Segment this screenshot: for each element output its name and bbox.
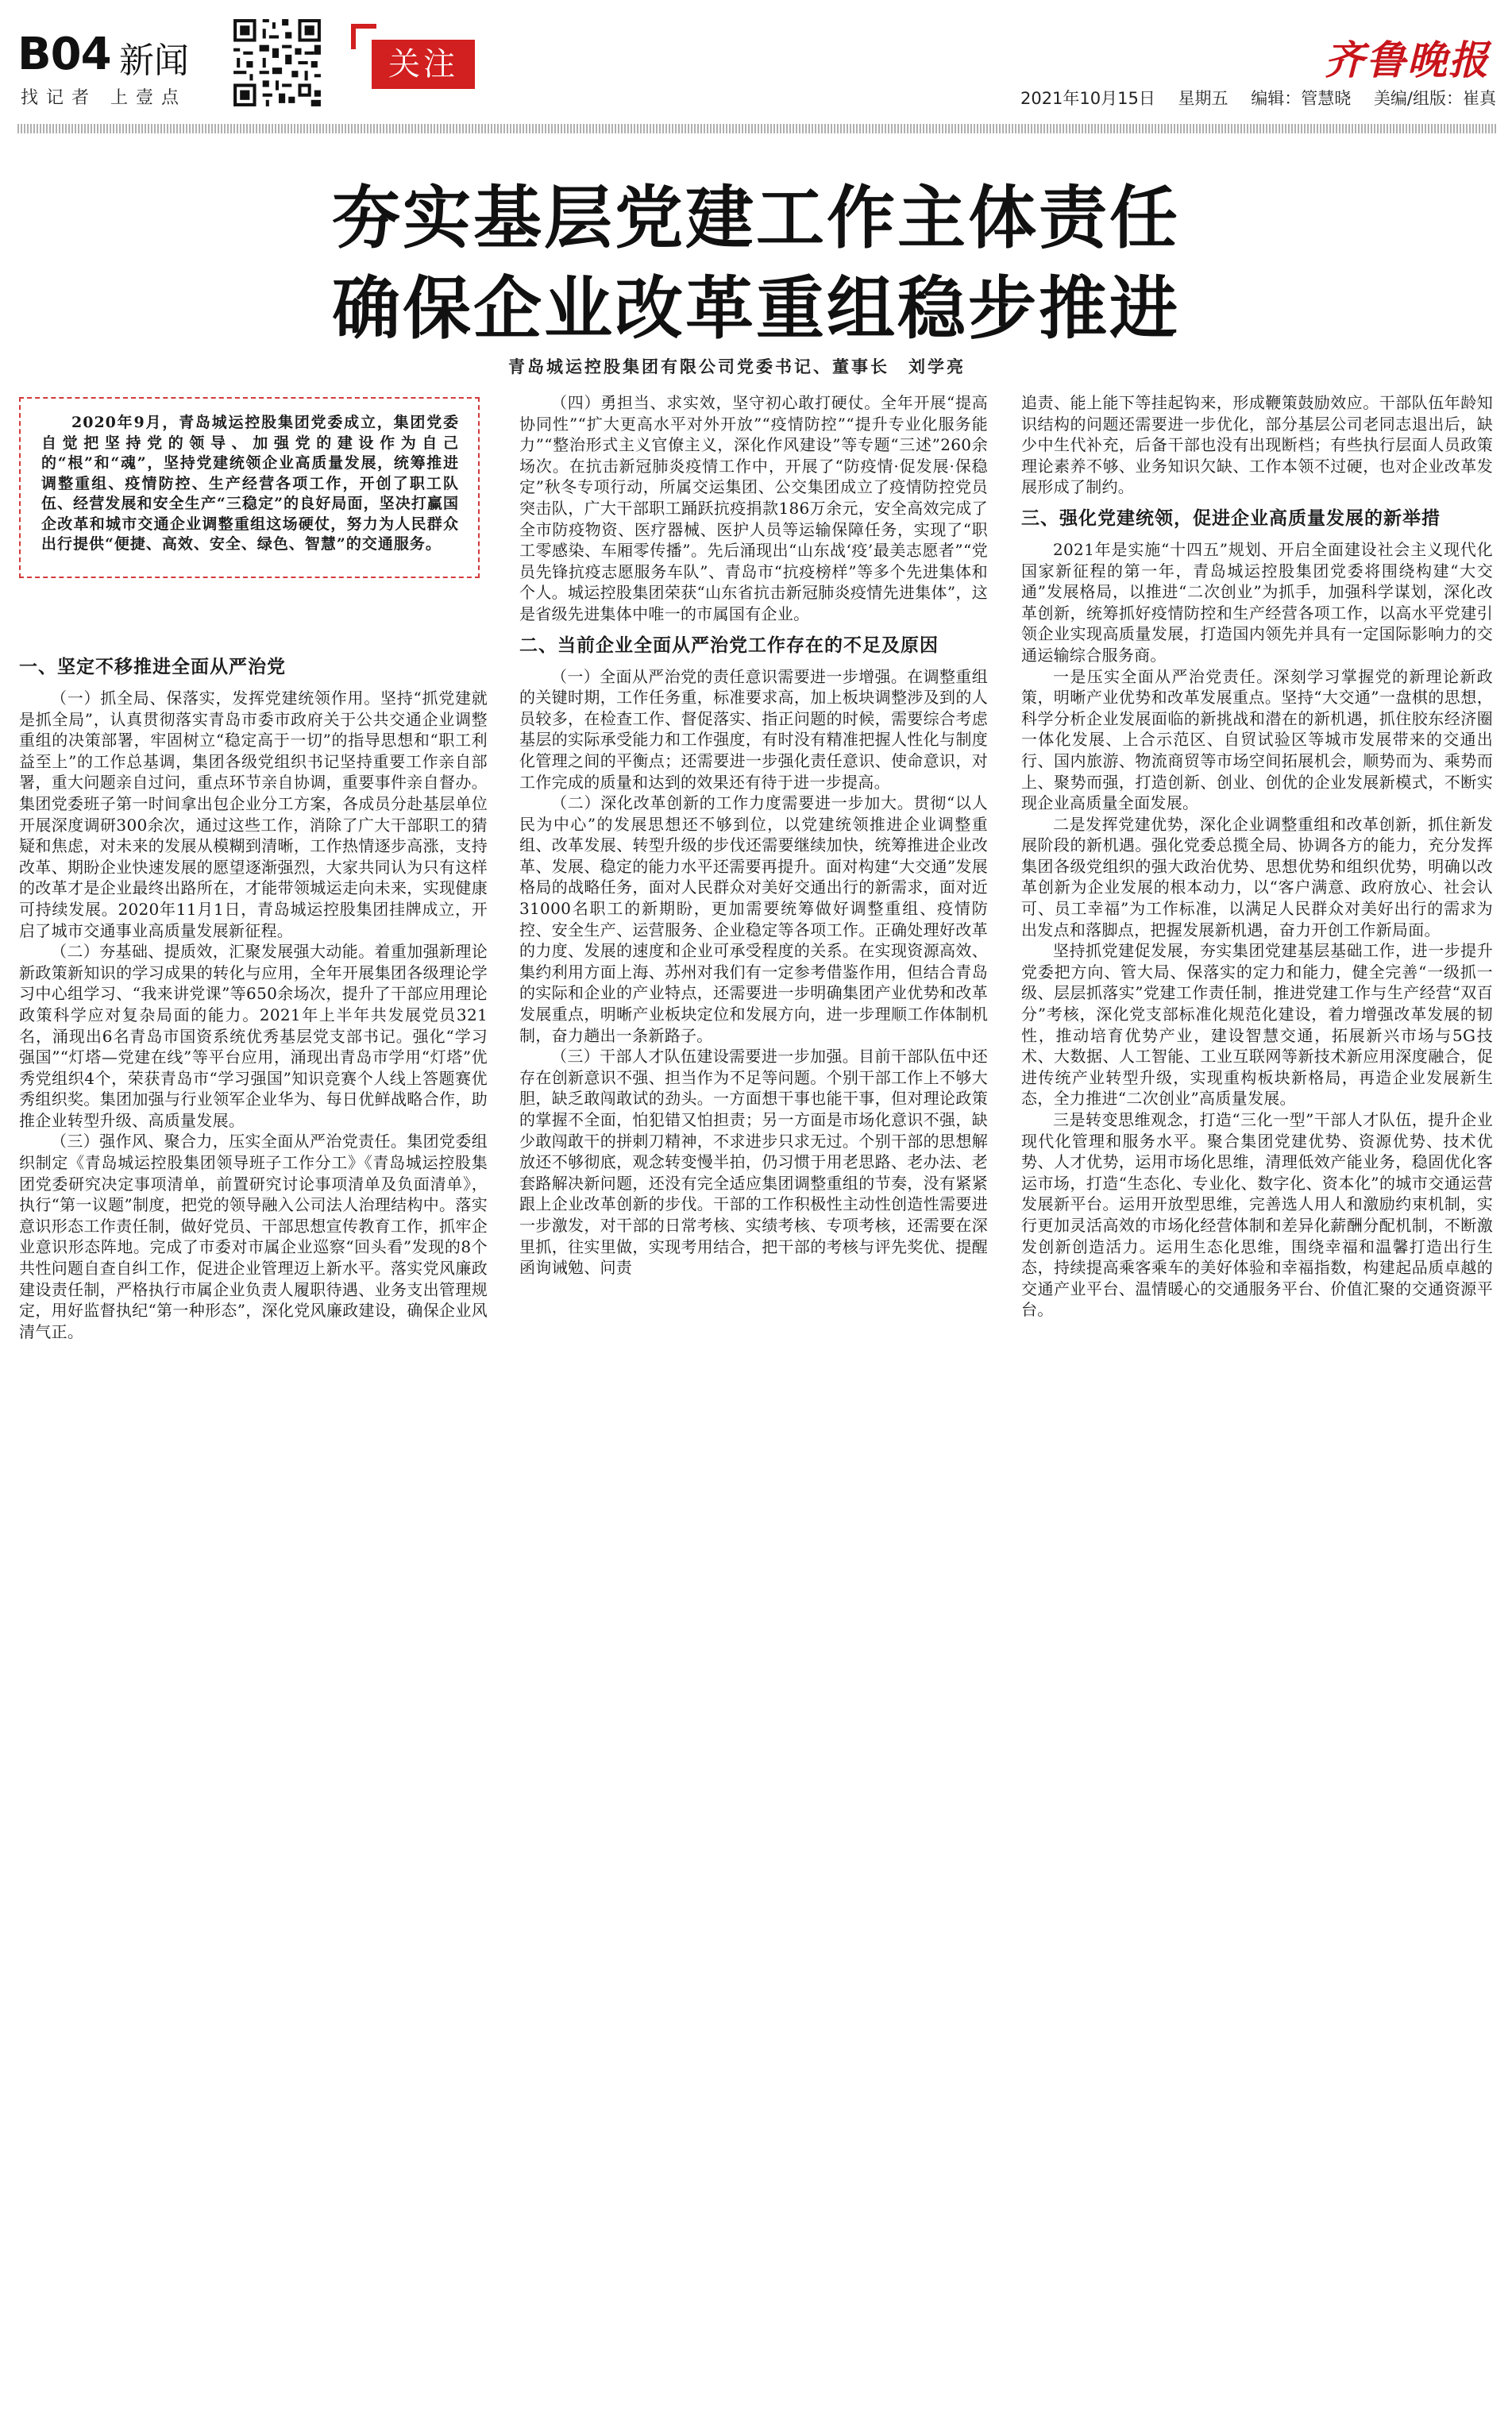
paragraph: （一）抓全局、保落实，发挥党建统领作用。坚持“抓党建就是抓全局”，认真贯彻落实青岛市委市政府关于公共交通企业调整重组的决策部署，牢固树立“稳定高于一切”的指导思想和“职工利益至上”的工作总基调，集团各级党组织书记坚持重要工作亲自部署，重大问题亲自过问，重点环节亲自协调，重要事件亲自督办。集团党委班子第一时间拿出包企业分工方案，各成员分赴基层单位开展深度调研300余次，通过这些工作，消除了广大干部职工的猜疑和焦虑，对未来的发展从模糊到清晰，工作热情逐步高涨，支持改革、期盼企业快速发展的愿望逐渐强烈，大家共同认为只有这样的改革才是企业最终出路所在，才能带领城运走向未来，实现健康可持续发展。2020年11月1日，青岛城运控股集团挂牌成立，开启了城市交通事业高质量发展新征程。 <box>19 689 488 940</box>
paragraph: （四）勇担当、求实效，坚守初心敢打硬仗。全年开展“提高协同性”“扩大更高水平对外开放”“疫情防控”“提升专业化服务能力”“整治形式主义官僚主义，深化作风建设”等专题“三述”260余场次。在抗击新冠肺炎疫情工作中，开展了“防疫情·促发展·保稳定”秋冬专项行动，所属交运集团、公交集团成立了疫情防控党员突击队，广大干部职工踊跃抗疫捐款186万余元，安全高效完成了全市防疫物资、医疗器械、医护人员等运输保障任务，实现了“职工零感染、车厢零传播”。先后涌现出“山东战‘疫’最美志愿者”“党员先锋抗疫志愿服务车队”、青岛市“抗疫榜样”等多个先进集体和个人。城运控股集团荣获“山东省抗击新冠肺炎疫情先进集体”，这是省级先进集体中唯一的市属国有企业。 <box>519 393 988 623</box>
rubric-label: 关注 <box>372 40 475 89</box>
paragraph: （三）强作风、聚合力，压实全面从严治党责任。集团党委组织制定《青岛城运控股集团领导班子工作分工》《青岛城运控股集团党委研究决定事项清单，前置研究讨论事项清单及负面清单》，执行“第一议题”制度，把党的领导融入公司法人治理结构中。落实意识形态工作责任制，做好党员、干部思想宣传教育工作，抓牢企业意识形态阵地。完成了市委对市属企业巡察“回头看”发现的8个共性问题自查自纠工作，促进企业管理迈上新水平。落实党风廉政建设责任制，严格执行市属企业负责人履职待遇、业务支出管理规定，用好监督执纪“第一种形态”，深化党风廉政建设，确保企业风清气正。 <box>19 1132 488 1341</box>
article-column-2 <box>519 392 988 1279</box>
slogan: 找记者 上壹点 <box>21 88 187 108</box>
article-column-1 <box>19 646 488 1342</box>
editor-credit: 编辑：管慧晓 <box>1251 89 1352 108</box>
section-heading-3: 三、强化党建统领，促进企业高质量发展的新举措 <box>1021 507 1441 529</box>
rubric-tag <box>351 24 494 103</box>
issue-date: 2021年10月15日 <box>1020 89 1155 108</box>
article-headline <box>0 173 1512 354</box>
section-heading-1: 一、坚定不移推进全面从严治党 <box>19 657 286 677</box>
masthead <box>17 16 1496 111</box>
page-number: B04 <box>17 29 111 80</box>
qr-code-icon[interactable] <box>230 16 324 110</box>
art-editor-credit: 美编/组版：崔真 <box>1373 89 1496 108</box>
section-heading-2: 二、当前企业全面从严治党工作存在的不足及原因 <box>519 635 939 656</box>
article-column-3 <box>1021 392 1493 1321</box>
paragraph: （二）深化改革创新的工作力度需要进一步加大。贯彻“以人民为中心”的发展思想还不够到位，以党建统领推进企业调整重组、改革发展、转型升级的步伐还需要继续加快，统筹推进企业改革、发展、稳定的能力水平还需要再提升。面对构建“大交通”发展格局的战略任务，面对人民群众对美好交通出行的新需求，面对近31000名职工的新期盼，更加需要统筹做好调整重组、疫情防控、安全生产、运营服务、企业稳定等各项工作。正确处理好改革的力度、发展的速度和企业可承受程度的关系。在实现资源高效、集约利用方面上海、苏州对我们有一定参考借鉴作用，但结合青岛的实际和企业的产业特点，还需要进一步明确集团产业优势和改革发展重点，明晰产业板块定位和发展方向，进一步理顺工作体制机制，奋力趟出一条新路子。 <box>519 793 988 1045</box>
paragraph: （一）全面从严治党的责任意识需要进一步增强。在调整重组的关键时期，工作任务重，标准要求高，加上板块调整涉及到的人员较多，在检查工作、督促落实、指正问题的时候，需要综合考虑基层的实际承受能力和工作强度，有时没有精准把握人性化与制度化管理之间的平衡点；还需要进一步强化责任意识、使命意识，对工作完成的质量和达到的效果还有待于进一步提高。 <box>519 666 988 792</box>
lead-box <box>19 397 480 578</box>
paragraph: 三是转变思维观念，打造“三化一型”干部人才队伍，提升企业现代化管理和服务水平。聚合集团党建优势、资源优势、技术优势、人才优势，运用市场化思维，清理低效产能业务，稳固优化客运市场，打造“生态化、专业化、数字化、资本化”的城市交通运营发展新平台。运用开放型思维，完善选人用人和激励约束机制，实行更加灵活高效的市场化经营体制和差异化薪酬分配机制，不断激发创新创造活力。运用生态化思维，围绕幸福和温馨打造出行生态，持续提高乘客乘车的美好体验和幸福指数，构建起品质卓越的交通产业平台、温情暖心的交通服务平台、价值汇聚的交通资源平台。 <box>1021 1110 1493 1320</box>
lead-paragraph: 2020年9月，青岛城运控股集团党委成立，集团党委自觉把坚持党的领导、加强党的建设作为自己的“根”和“魂”，坚持党建统领企业高质量发展，统筹推进调整重组、疫情防控、生产经营各项工作，开创了职工队伍、经营发展和安全生产“三稳定”的良好局面，坚决打赢国企改革和城市交通企业调整重组这场硬仗，努力为人民群众出行提供“便捷、高效、安全、绿色、智慧”的交通服务。 <box>41 414 459 553</box>
paragraph: 坚持抓党建促发展，夯实集团党建基层基础工作，进一步提升党委把方向、管大局、保落实的定力和能力，健全完善“一级抓一级、层层抓落实”党建工作责任制，推进党建工作与生产经营“双百分”考核，深化党支部标准化规范化建设，着力增强改革发展的韧性，推动培育优势产业，建设智慧交通，拓展新兴市场与5G技术、大数据、人工智能、工业互联网等新技术新应用深度融合，促进传统产业转型升级，实现重构板块新格局，再造企业发展新生态，全力推进“二次创业”高质量发展。 <box>1021 941 1493 1109</box>
newspaper-logo: 齐鲁晚报 <box>1325 37 1490 83</box>
header-divider <box>17 124 1496 133</box>
paragraph: （二）夯基础、提质效，汇聚发展强大动能。着重加强新理论新政策新知识的学习成果的转化与应用，全年开展集团各级理论学习中心组学习、“我来讲党课”等650余场次，提升了干部应用理论政策科学应对复杂局面的能力。2021年上半年共发展党员321名，涌现出6名青岛市国资系统优秀基层党支部书记。强化“学习强国”“灯塔—党建在线”等平台应用，涌现出青岛市学用“灯塔”优秀党组织4个，荣获青岛市“学习强国”知识竞赛个人线上答题赛优秀组织奖。集团加强与行业领军企业华为、每日优鲜战略合作，助推企业转型升级、高质量发展。 <box>19 942 488 1130</box>
paragraph: 二是发挥党建优势，深化企业调整重组和改革创新，抓住新发展阶段的新机遇。强化党委总揽全局、协调各方的能力，充分发挥集团各级党组织的强大政治优势、思想优势和组织优势，明确以改革创新为企业发展的根本动力，以“客户满意、政府放心、社会认可、员工幸福”为工作标准，以满足人民群众对美好出行的需求为出发点和落脚点，把握发展新机遇，奋力开创工作新局面。 <box>1021 814 1493 939</box>
paragraph: 一是压实全面从严治党责任。深刻学习掌握党的新理论新政策，明晰产业优势和改革发展重点。坚持“大交通”一盘棋的思想，科学分析企业发展面临的新挑战和潜在的新机遇，抓住胶东经济圈一体化发展、上合示范区、自贸试验区等城市发展带来的交通出行、国内旅游、物流商贸等市场空间拓展机会，顺势而为、乘势而上、聚势而强，打造创新、创业、创优的企业发展新模式，不断实现企业高质量全面发展。 <box>1021 666 1493 813</box>
issue-weekday: 星期五 <box>1178 89 1228 108</box>
headline-line-2: 确保企业改革重组稳步推进 <box>332 269 1180 349</box>
section-name: 新闻 <box>119 41 189 81</box>
dateline <box>1003 86 1496 110</box>
paragraph: 2021年是实施“十四五”规划、开启全面建设社会主义现代化国家新征程的第一年，青岛城运控股集团党委将围绕构建“大交通”发展格局，以推进“二次创业”为抓手，加强科学谋划，深化改革创新，统筹抓好疫情防控和生产经营各项工作，以高水平党建引领企业实现高质量发展，打造国内领先并具有一定国际影响力的交通运输综合服务商。 <box>1021 539 1493 665</box>
article-byline: 青岛城运控股集团有限公司党委书记、董事长 刘学亮 <box>508 357 966 376</box>
headline-line-1: 夯实基层党建工作主体责任 <box>332 179 1180 258</box>
paragraph-continued: 追责、能上能下等挂起钩来，形成鞭策鼓励效应。干部队伍年龄知识结构的问题还需要进一步优化，部分基层公司老同志退出后，缺少中生代补充，后备干部也没有出现断档；有些执行层面人员政策理论素养不够、业务知识欠缺、工作本领不过硬，也对企业改革发展形成了制约。 <box>1021 393 1493 497</box>
paragraph: （三）干部人才队伍建设需要进一步加强。目前干部队伍中还存在创新意识不强、担当作为不足等问题。个别干部工作上不够大胆，缺乏敢闯敢试的劲头。一方面想干事也能干事，但对理论政策的掌握不全面，怕犯错又怕担责；另一方面是市场化意识不强，缺少敢闯敢干的拼刺刀精神，不求进步只求无过。个别干部的思想解放还不够彻底，观念转变慢半拍，仍习惯于用老思路、老办法、老套路解决新问题，还没有完全适应集团调整重组的节奏，没有紧紧跟上企业改革创新的步伐。干部的工作积极性主动性创造性需要进一步激发，对干部的日常考核、实绩考核、专项考核，还需要在深里抓，往实里做，实现考用结合，把干部的考核与评先奖优、提醒函询诫勉、问责 <box>519 1047 988 1278</box>
